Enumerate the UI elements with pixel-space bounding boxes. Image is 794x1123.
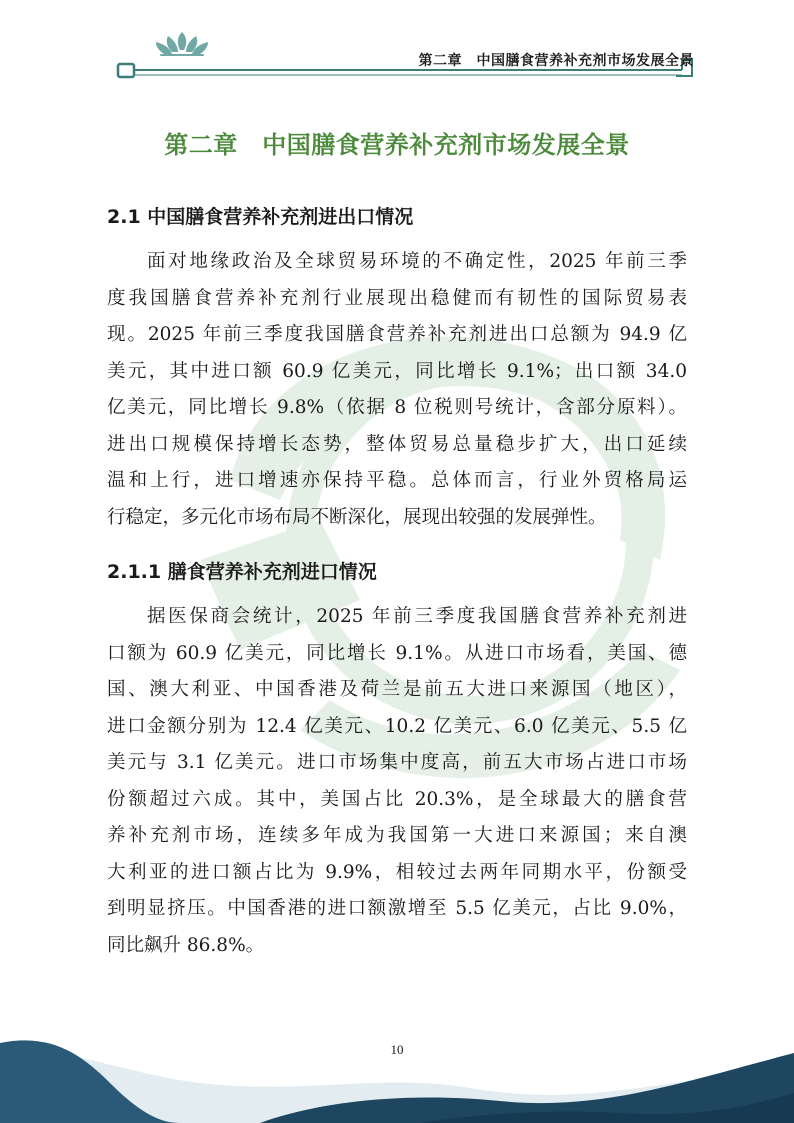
paragraph-line: 温和上行，进口增速亦保持平稳。总体而言，行业外贸格局运 bbox=[107, 470, 687, 491]
paragraph-line: 美元，其中进口额 60.9 亿美元，同比增长 9.1%；出口额 34.0 bbox=[107, 360, 687, 382]
running-header: 第二章 中国膳食营养补充剂市场发展全景 bbox=[418, 53, 694, 69]
paragraph-line: 行稳定，多元化市场布局不断深化，展现出较强的发展弹性。 bbox=[107, 506, 607, 528]
paragraph-line: 国、澳大利亚、中国香港及荷兰是前五大进口来源国（地区）， bbox=[107, 679, 687, 700]
page-number: 10 bbox=[390, 1042, 404, 1057]
paragraph-line: 份额超过六成。其中，美国占比 20.3%，是全球最大的膳食营 bbox=[107, 788, 687, 810]
footer-wave-decoration bbox=[0, 1013, 794, 1123]
section-heading-2-1: 2.1 中国膳食营养补充剂进出口情况 bbox=[107, 206, 414, 228]
paragraph-line: 美元与 3.1 亿美元。进口市场集中度高，前五大市场占进口市场 bbox=[107, 752, 687, 773]
section-heading-2-1-1: 2.1.1 膳食营养补充剂进口情况 bbox=[107, 561, 377, 583]
paragraph-line: 面对地缘政治及全球贸易环境的不确定性，2025 年前三季 bbox=[147, 251, 687, 272]
paragraph-line: 度我国膳食营养补充剂行业展现出稳健而有韧性的国际贸易表 bbox=[107, 287, 687, 309]
lotus-icon bbox=[156, 32, 208, 56]
paragraph-line: 现。2025 年前三季度我国膳食营养补充剂进出口总额为 94.9 亿 bbox=[107, 324, 687, 345]
paragraph-line: 养补充剂市场，连续多年成为我国第一大进口来源国；来自澳 bbox=[107, 825, 687, 846]
paragraph-line: 同比飙升 86.8%。 bbox=[107, 934, 265, 956]
paragraph-line: 亿美元，同比增长 9.8%（依据 8 位税则号统计，含部分原料）。 bbox=[107, 397, 687, 418]
chapter-title: 第二章 中国膳食营养补充剂市场发展全景 bbox=[164, 131, 630, 159]
paragraph-line: 进出口规模保持增长态势，整体贸易总量稳步扩大，出口延续 bbox=[107, 433, 687, 455]
paragraph-line: 到明显挤压。中国香港的进口额激增至 5.5 亿美元，占比 9.0%， bbox=[107, 898, 687, 919]
paragraph-line: 进口金额分别为 12.4 亿美元、10.2 亿美元、6.0 亿美元、5.5 亿 bbox=[107, 715, 687, 737]
paragraph-2-1-1 bbox=[107, 599, 687, 964]
paragraph-line: 大利亚的进口额占比为 9.9%，相较过去两年同期水平，份额受 bbox=[107, 861, 687, 883]
paragraph-line: 口额为 60.9 亿美元，同比增长 9.1%。从进口市场看，美国、德 bbox=[107, 642, 687, 664]
paragraph-line: 据医保商会统计，2025 年前三季度我国膳食营养补充剂进 bbox=[147, 606, 687, 627]
paragraph-2-1 bbox=[107, 244, 687, 536]
